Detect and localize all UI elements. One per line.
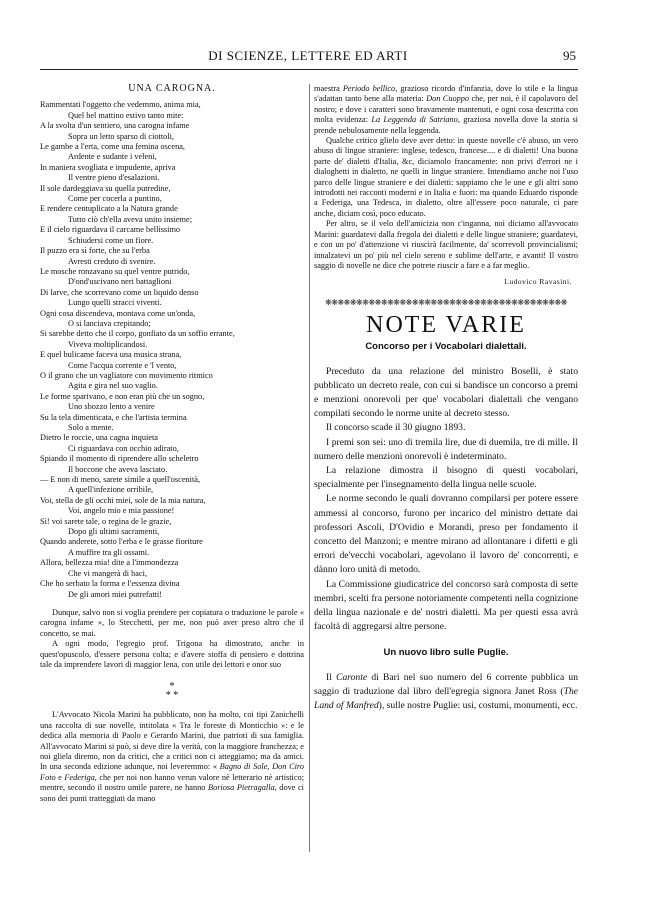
poem-line: Tutto ciò ch'ella aveva unito insieme; bbox=[68, 214, 193, 224]
poem-line: Le gambe a l'erta, come una femina oscena, bbox=[40, 142, 186, 152]
poem-line: Che ho serbato la forma e l'essenza divina bbox=[40, 579, 180, 589]
puglie-body bbox=[314, 671, 578, 714]
news-paragraph: La relazione dimostra il bisogno di questi vocabolari, specialmente per l'insegnamento della lingua nelle scuole. bbox=[314, 464, 578, 491]
commentary-paragraph: Dunque, salvo non si voglia prendere per copiatura o traduzione le parole « carogna infame », lo Stecchetti, per me, non può aver preso altro che il concetto, se mai. bbox=[40, 607, 304, 638]
poem-line: Dopo gli ultimi sacramenti, bbox=[68, 527, 160, 537]
poem-line: In maniera svogliata e impudente, apriva bbox=[40, 162, 176, 172]
poem-line: Solo a mente. bbox=[68, 423, 114, 432]
marini-text: L'Avvocato Nicola Marini ha pubblicato, non ha molto, coi tipi Zanichelli una raccolta di sue novelle, intitolata « Tra le foreste di Monticchio »: e le dedica alla memoria di Paolo e Gerardo Marini, due patrioti di sua famiglia. All'avvocato Marini si può, si deve dire la verità, con la maggiore franchezza; e noi gliela diremo, non da critici, che a critici non ci atteggiamo; ma da amici. In una seconda edizione adunque, noi leveremmo: « bbox=[40, 710, 304, 772]
poem-line: Sì! voi sarete tale, o regina de le grazie, bbox=[40, 516, 172, 526]
story-title: Boriosa Pietragalla bbox=[208, 783, 275, 793]
poem-line: Avresti creduto di svenire. bbox=[68, 256, 156, 266]
poem-line: Ogni cosa discendeva, montava come un'onda, bbox=[40, 308, 196, 318]
poem-line: Rammentati l'oggetto che vedemmo, anima mia, bbox=[40, 100, 201, 110]
poem-line: A muffire tra gli ossami. bbox=[68, 547, 150, 557]
marini-paragraph bbox=[40, 710, 304, 804]
page-header bbox=[40, 48, 576, 70]
news-paragraph: I premi son sei: uno di tremila lire, due di duemila, tre di mille. Il numero delle menzioni onorevoli è indeterminato. bbox=[314, 436, 578, 462]
subsection-title: Concorso per i Vocabolari dialettali. bbox=[365, 341, 527, 353]
concorso-body bbox=[314, 365, 578, 635]
marini-text: , che per noi non hanno verun valore nè letterario nè artistico; mentre, secondo il nostro umile parere, ne hanno bbox=[40, 772, 304, 793]
poem-line: Allora, bellezza mia! dite a l'immondezza bbox=[40, 558, 179, 568]
story-title: Bagno di Sole, Don Ciro Foto bbox=[40, 762, 304, 782]
separator-star-bottom: * * bbox=[165, 690, 179, 702]
subsection-title: Un nuovo libro sulle Puglie. bbox=[383, 647, 509, 659]
book-title: The Land of Manfred bbox=[314, 686, 578, 712]
news-paragraph: Le norme secondo le quali dovranno compilarsi per potere essere ammessi al concorso, furono per incarico del ministro dettate dai professori Ascoli, D'Ovidio e Morandi, preso per fondamento il concetto del Manzoni; e mentre mirano ad allontanare i difetti e gli errori de'vecchi vocabolari, agevolano il lavoro de' concorrenti, e dànno loro unità di metodo. bbox=[314, 493, 578, 576]
ornamental-divider: ❋❋❋❋❋❋❋❋❋❋❋❋❋❋❋❋❋❋❋❋❋❋❋❋❋❋❋❋❋❋❋❋❋❋❋❋❋❋❋ bbox=[325, 297, 567, 307]
poem-line: Ardente e sudante i veleni, bbox=[68, 152, 157, 162]
marini-text: , dove ci sono dei punti tratteggiati da mano bbox=[40, 783, 304, 803]
column-divider bbox=[309, 84, 310, 852]
poem-line: Il boccone che aveva lasciato. bbox=[68, 464, 168, 474]
news-paragraph: La Commissione giudicatrice del concorso sarà composta di sette membri, scelti fra persone notoriamente competenti nella cognizione della lingua nazionale e de' nostri dialetti. Ma per questi essa avrà facoltà di aggregarsi altre persone. bbox=[314, 578, 578, 633]
review-text: , graziosa novella dove la storia si prende nebulosamente nella leggenda. bbox=[314, 115, 578, 135]
section-heading: NOTE VARIE bbox=[366, 311, 526, 338]
poem-line: D'ond'uscivano neri battaglioni bbox=[68, 277, 172, 287]
story-title: La Leggenda di Satriano bbox=[371, 115, 458, 125]
poem-line: Sopra un letto sparso di ciottoli, bbox=[68, 131, 175, 141]
poem-body bbox=[40, 100, 304, 600]
poem-line: A la svolta d'un sentiero, una carogna infame bbox=[40, 121, 190, 131]
periodical-title: Caronte bbox=[336, 671, 368, 683]
story-title: Periodo bellico bbox=[342, 84, 396, 93]
review-text: maestra bbox=[314, 84, 343, 93]
poem-line: Le mosche ronzavano su quel ventre putrido, bbox=[40, 266, 190, 276]
poem-line: Agita e gira nel suo vaglio. bbox=[68, 381, 158, 391]
poem-line: Come per cocerla a puntino, bbox=[68, 194, 162, 204]
review-paragraph bbox=[314, 84, 578, 136]
poem-line: E rendere centuplicato a la Natura grande bbox=[40, 204, 178, 214]
poem-line: — E non di meno, sarete simile a quell'oscenità, bbox=[40, 475, 201, 485]
poem-line: Il ventre pieno d'esalazioni. bbox=[68, 173, 160, 183]
poem-line: A quell'infezione orribile, bbox=[68, 485, 154, 495]
poem-line: Voi, angelo mio e mia passione! bbox=[68, 506, 175, 516]
review-text: che, per noi, è il capolavoro del nostro; e dove i caratteri sono bravamente mantenuti, e ogni cosa descritta con molta evidenza: bbox=[314, 94, 578, 125]
poem-line: Quando anderete, sotto l'erba e le grasse fioriture bbox=[40, 537, 203, 547]
poem-line: E il cielo riguardava il carcame bellissimo bbox=[40, 225, 181, 235]
header-rule bbox=[40, 69, 578, 70]
news-paragraph: Il concorso scade il 30 giugno 1893. bbox=[326, 422, 466, 434]
news-text: ), sulle nostre Puglie: usi, costumi, monumenti, ecc. bbox=[378, 700, 578, 712]
left-column bbox=[40, 84, 304, 804]
section-separator bbox=[40, 682, 304, 700]
author-signature: Ludovico Ravasini. bbox=[504, 277, 572, 287]
commentary-paragraph: A ogni modo, l'egregio prof. Trigona ha dimostrato, anche in quest'opuscolo, d'essere persona colta; e d'avere stoffa di pensiero e dottrina tale da imprendere lavori di maggior lena, con utile dei lettori e onor suo bbox=[40, 639, 304, 669]
poem-line: Ci riguardava con occhio adirato, bbox=[68, 443, 179, 453]
poem-line: Di larve, che scorrevano come un liquido denso bbox=[40, 287, 199, 297]
poem-line: O si lanciava crepitando; bbox=[68, 318, 151, 328]
journal-title: DI SCIENZE, LETTERE ED ARTI bbox=[208, 48, 408, 63]
news-paragraph bbox=[314, 671, 578, 714]
review-text: , grazioso ricordo d'infanzia, dove lo stile e la lingua s'adattan tanto bene alla materia: bbox=[314, 84, 578, 104]
poem-line: Spiando il momento di riprendere allo scheletro bbox=[40, 454, 199, 464]
review-paragraph: Qualche critico glielo deve aver detto: in queste novelle c'è abuso, un vero abuso di lingue straniere: inglese, tedesco, francese.... e di dialetti! Una buona parte de' dialetti d'Italia, &c, diciamolo francamente: non privi d'errori ne i dialoghetti in dialetto, ne quelli in lingue straniere. Intendiamo anche noi l'uso parco delle lingue straniere e dei dialetti: sappiamo che le une e gli altri sono introdotti nei racconti moderni e in Italia e fuori: ma quando Eduardo risponde a Federiga, una Tedesca, in dialetto, oltre all'essere poco naturale, ci pare anche, diciam così, poco educato. bbox=[314, 136, 578, 218]
poem-line: O il grano che un vagliatore con movimento ritmico bbox=[40, 370, 213, 380]
poem-line: Su la tela dimenticata, e che l'artista termina bbox=[40, 412, 187, 422]
poem-line: Che vi mangerà di baci, bbox=[68, 568, 148, 578]
separator-star-top: * bbox=[169, 681, 175, 693]
poem-line: Voi, stella de gli occhi miei, sole de la mia natura, bbox=[40, 495, 206, 505]
poem-line: Il sole dardeggiava su quella putredine, bbox=[40, 183, 171, 193]
news-text: di Bari nel suo numero del 6 corrente pubblica un saggio di traduzione dal libro dell'egregia signora Janet Ross ( bbox=[314, 671, 578, 697]
poem-line: Dietro le roccie, una cagna inquieta bbox=[40, 433, 158, 443]
poem-line: Uno sbozzo lento a venire bbox=[68, 402, 155, 412]
review-paragraph: Per altro, se il velo dell'amicizia non c'inganna, noi diciamo all'avvocato Marini: guardatevi dalla fregola dei dialetti e delle lingue straniere; guardatevi, e con un po' d'attenzione vi riuscirà facilmente, da' scorrevoli provincialismi; innalzatevi un po' più nel cielo sereno e sublime dell'arte, e avanti! Il vostro saggio di novelle ne dice che potrete riuscir a fare e a far meglio. bbox=[314, 219, 578, 270]
poem-line: Schiudersi come un fiore. bbox=[68, 235, 154, 245]
news-text: Il bbox=[326, 671, 337, 683]
poem-line: Viveva moltiplicandosi. bbox=[68, 339, 148, 349]
poem-line: Quel bel mattino estivo tanto mite: bbox=[68, 110, 184, 120]
poem-line: Lungo quelli stracci viventi. bbox=[68, 298, 162, 308]
marini-text: e bbox=[55, 772, 65, 782]
poem-title: UNA CAROGNA. bbox=[128, 83, 216, 94]
story-title: Federiga bbox=[64, 772, 95, 782]
right-column bbox=[314, 84, 578, 727]
story-title: Don Cuoppo bbox=[426, 94, 470, 104]
poem-line: De gli amori miei putrefatti! bbox=[68, 589, 163, 599]
poem-line: Il puzzo era sì forte, che su l'erba bbox=[40, 246, 150, 256]
poem-line: E quel bulicame faceva una musica strana, bbox=[40, 350, 182, 360]
poem-line: Come l'acqua corrente e 'l vento, bbox=[68, 360, 177, 370]
poem-line: Le forme sparivano, e non eran più che un sogno, bbox=[40, 391, 205, 401]
poem-line: Si sarebbe detto che il corpo, gonfiato da un soffio errante, bbox=[40, 329, 235, 339]
news-paragraph: Preceduto da una relazione del ministro Boselli, è stato pubblicato un decreto reale, con cui si bandisce un concorso a premi e menzioni onorevoli per que' vocabolari dialettali che vengano compilati secondo le norme unite al decreto stesso. bbox=[314, 365, 578, 420]
page-number: 95 bbox=[563, 48, 576, 63]
